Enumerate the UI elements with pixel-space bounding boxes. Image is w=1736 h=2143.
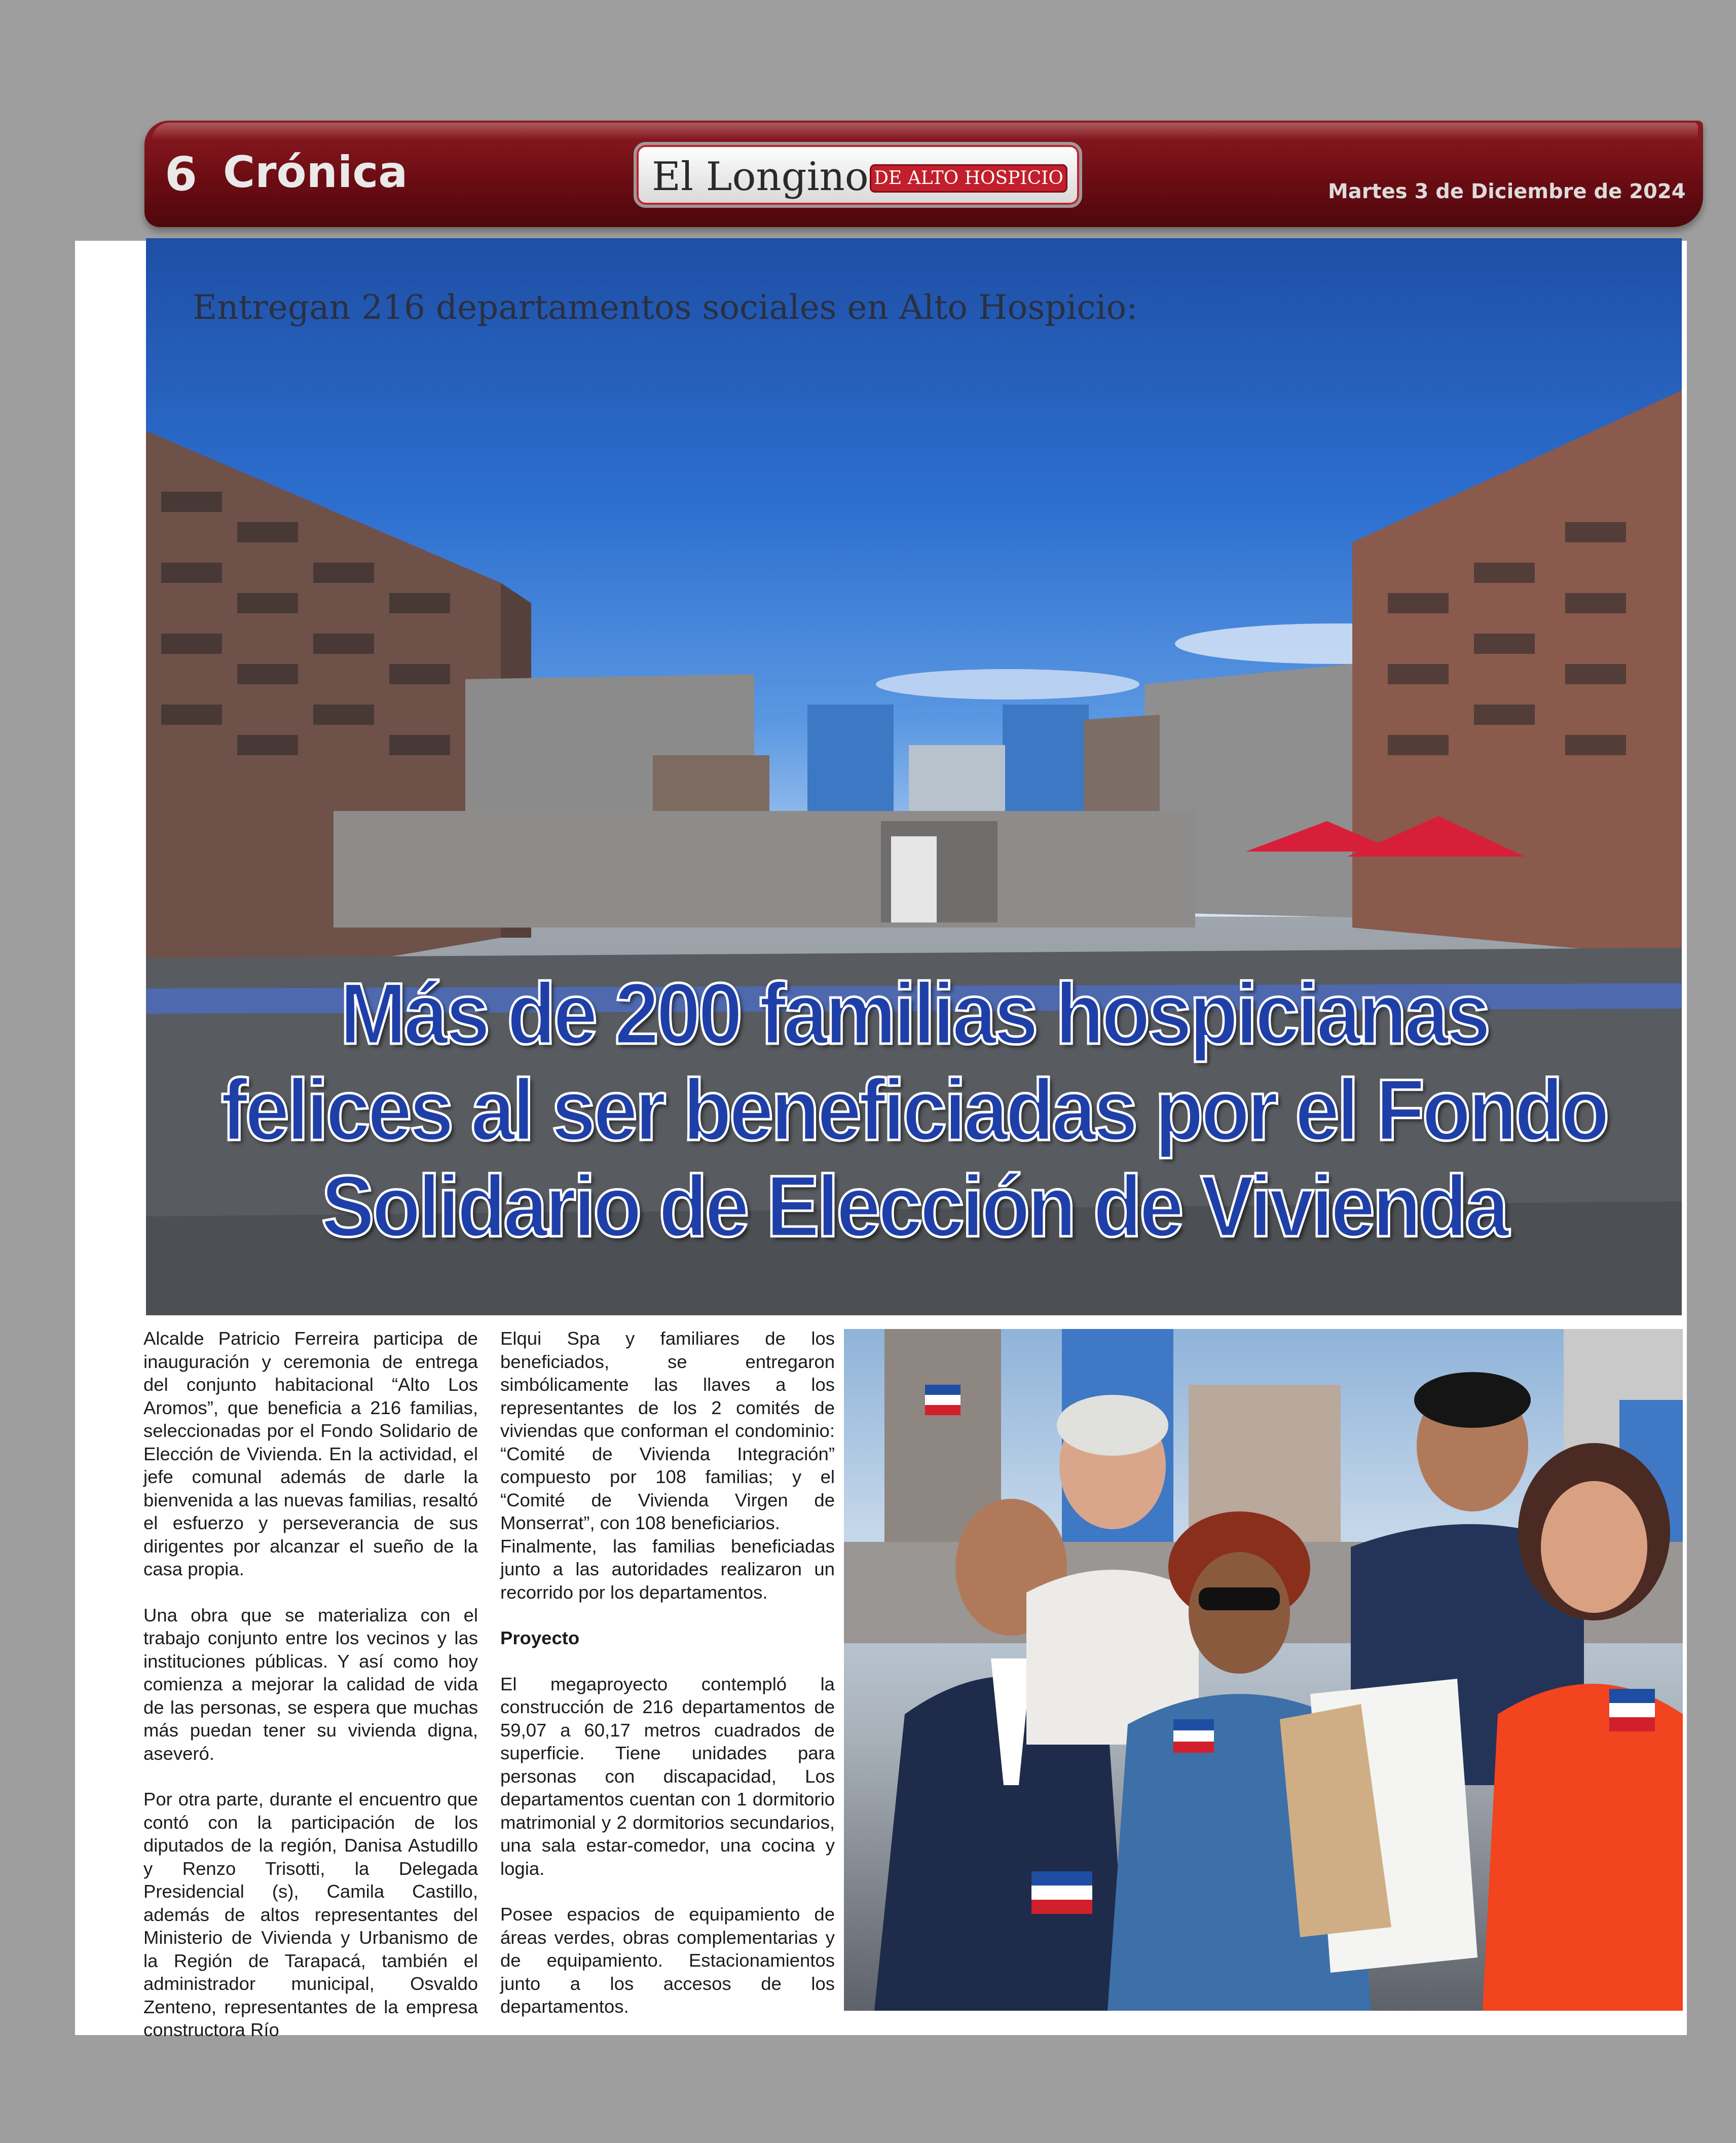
logo-badge: DE ALTO HOSPICIO — [870, 164, 1067, 193]
headline-line-2: felices al ser beneficiadas por el Fondo — [220, 1061, 1607, 1159]
page-number: 6 — [165, 147, 198, 201]
paragraph: Posee espacios de equipamiento de áreas verdes, obras complementarias y de equipamiento. Estacionamientos junto a los accesos de los departamentos. — [500, 1904, 835, 2017]
paragraph: Finalmente, las familias beneficiadas junto a las autoridades realizaron un recorrido por los departamentos. — [500, 1535, 835, 1603]
article-headline — [207, 966, 1620, 1254]
headline-line-3: Solidario de Elección de Vivienda — [321, 1158, 1507, 1255]
photo-officials-with-flags — [844, 1329, 1683, 2011]
newspaper-logo — [634, 142, 1082, 208]
article-kicker: Entregan 216 departamentos sociales en Alto Hospicio: — [193, 288, 1138, 327]
issue-date: Martes 3 de Diciembre de 2024 — [1328, 180, 1686, 203]
paragraph: Por otra parte, durante el encuentro que contó con la participación de los diputados de la región, Danisa Astudillo y Renzo Trisotti, la Delegada Presidencial (s), Camila Castillo, además de altos representantes del Ministerio de Vivienda y Urbanismo de la Región de Tarapacá, también el administrador municipal, Osvaldo Zenteno, representantes de la empresa constructora Río — [143, 1789, 478, 2040]
article-column-1 — [143, 1327, 478, 2042]
logo-name: El Longino — [652, 154, 869, 200]
section-subhead: Proyecto — [500, 1628, 580, 1648]
section-title: Crónica — [223, 147, 408, 198]
headline-line-1: Más de 200 familias hospicianas — [340, 965, 1488, 1062]
header-band-shine — [152, 123, 1698, 140]
paragraph: Elqui Spa y familiares de los beneficiados, se entregaron simbólicamente las llaves a los representantes de los 2 comités de viviendas que conforman el condominio: “Comité de Vivienda Integración” compuesto por 108 familias; y el “Comité de Vivienda Virgen de Monserrat”, con 108 beneficiarios. — [500, 1328, 835, 1533]
paragraph: Una obra que se materializa con el trabajo conjunto entre los vecinos y las instituciones públicas. Y así como hoy comienza a mejorar la calidad de vida de las personas, se espera que muchas más puedan tener su vivienda digna, aseveró. — [143, 1604, 478, 1764]
paragraph: Alcalde Patricio Ferreira participa de inauguración y ceremonia de entrega del conjunto habitacional “Alto Los Aromos”, que beneficia a 216 familias, seleccionadas por el Fondo Solidario de Elección de Vivienda. En la actividad, el jefe comunal además de darle la bienvenida a las nuevas familias, resaltó el esfuerzo y perseverancia de sus dirigentes por alcanzar el sueño de la casa propia. — [143, 1328, 478, 1579]
paragraph: El megaproyecto contempló la construcción de 216 departamentos de 59,07 a 60,17 metros cuadrados de superficie. Tiene unidades para personas con discapacidad, Los departamentos cuentan con 1 dormitorio matrimonial y 2 dormitorios secundarios, una sala estar-comedor, una cocina y logia. — [500, 1673, 835, 1879]
article-column-2 — [500, 1327, 835, 2018]
